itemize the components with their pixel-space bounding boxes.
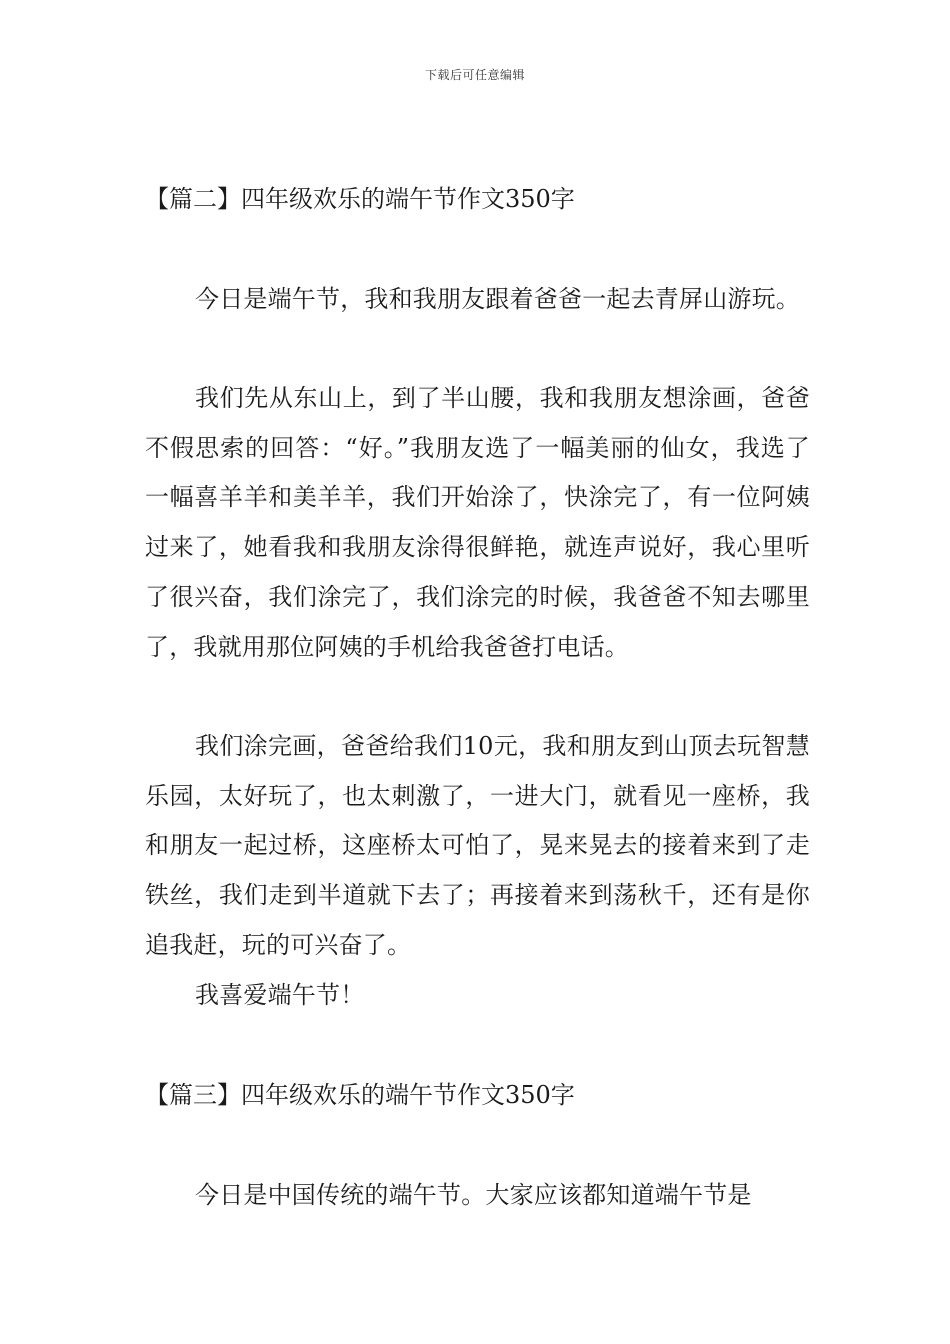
page-header-note: 下载后可任意编辑 — [424, 68, 525, 82]
section-2-title: 【篇二】四年级欢乐的端午节作文350字 — [145, 185, 575, 213]
section-2-paragraph-4: 我喜爱端午节！ — [195, 981, 365, 1009]
section-3-paragraph-1: 今日是中国传统的端午节。大家应该都知道端午节是 — [195, 1181, 752, 1209]
section-2-paragraph-1: 今日是端午节，我和我朋友跟着爸爸一起去青屏山游玩。 — [195, 285, 800, 313]
section-3-title: 【篇三】四年级欢乐的端午节作文350字 — [145, 1081, 575, 1109]
section-2-paragraph-3: 我们涂完画，爸爸给我们10元，我和朋友到山顶去玩智慧乐园，太好玩了，也太刺激了，一进大门，就看见一座桥，我和朋友一起过桥，这座桥太可怕了，晃来晃去的接着来到了走铁丝，我们走到半道就下去了；再接着来到荡秋千，还有是你追我赶，玩的可兴奋了。 — [145, 732, 810, 959]
section-2-paragraph-2: 我们先从东山上，到了半山腰，我和我朋友想涂画，爸爸不假思索的回答：“好。”我朋友选了一幅美丽的仙女，我选了一幅喜羊羊和美羊羊，我们开始涂了，快涂完了，有一位阿姨过来了，她看我和我朋友涂得很鲜艳，就连声说好，我心里听了很兴奋，我们涂完了，我们涂完的时候，我爸爸不知去哪里了，我就用那位阿姨的手机给我爸爸打电话。 — [145, 384, 810, 661]
